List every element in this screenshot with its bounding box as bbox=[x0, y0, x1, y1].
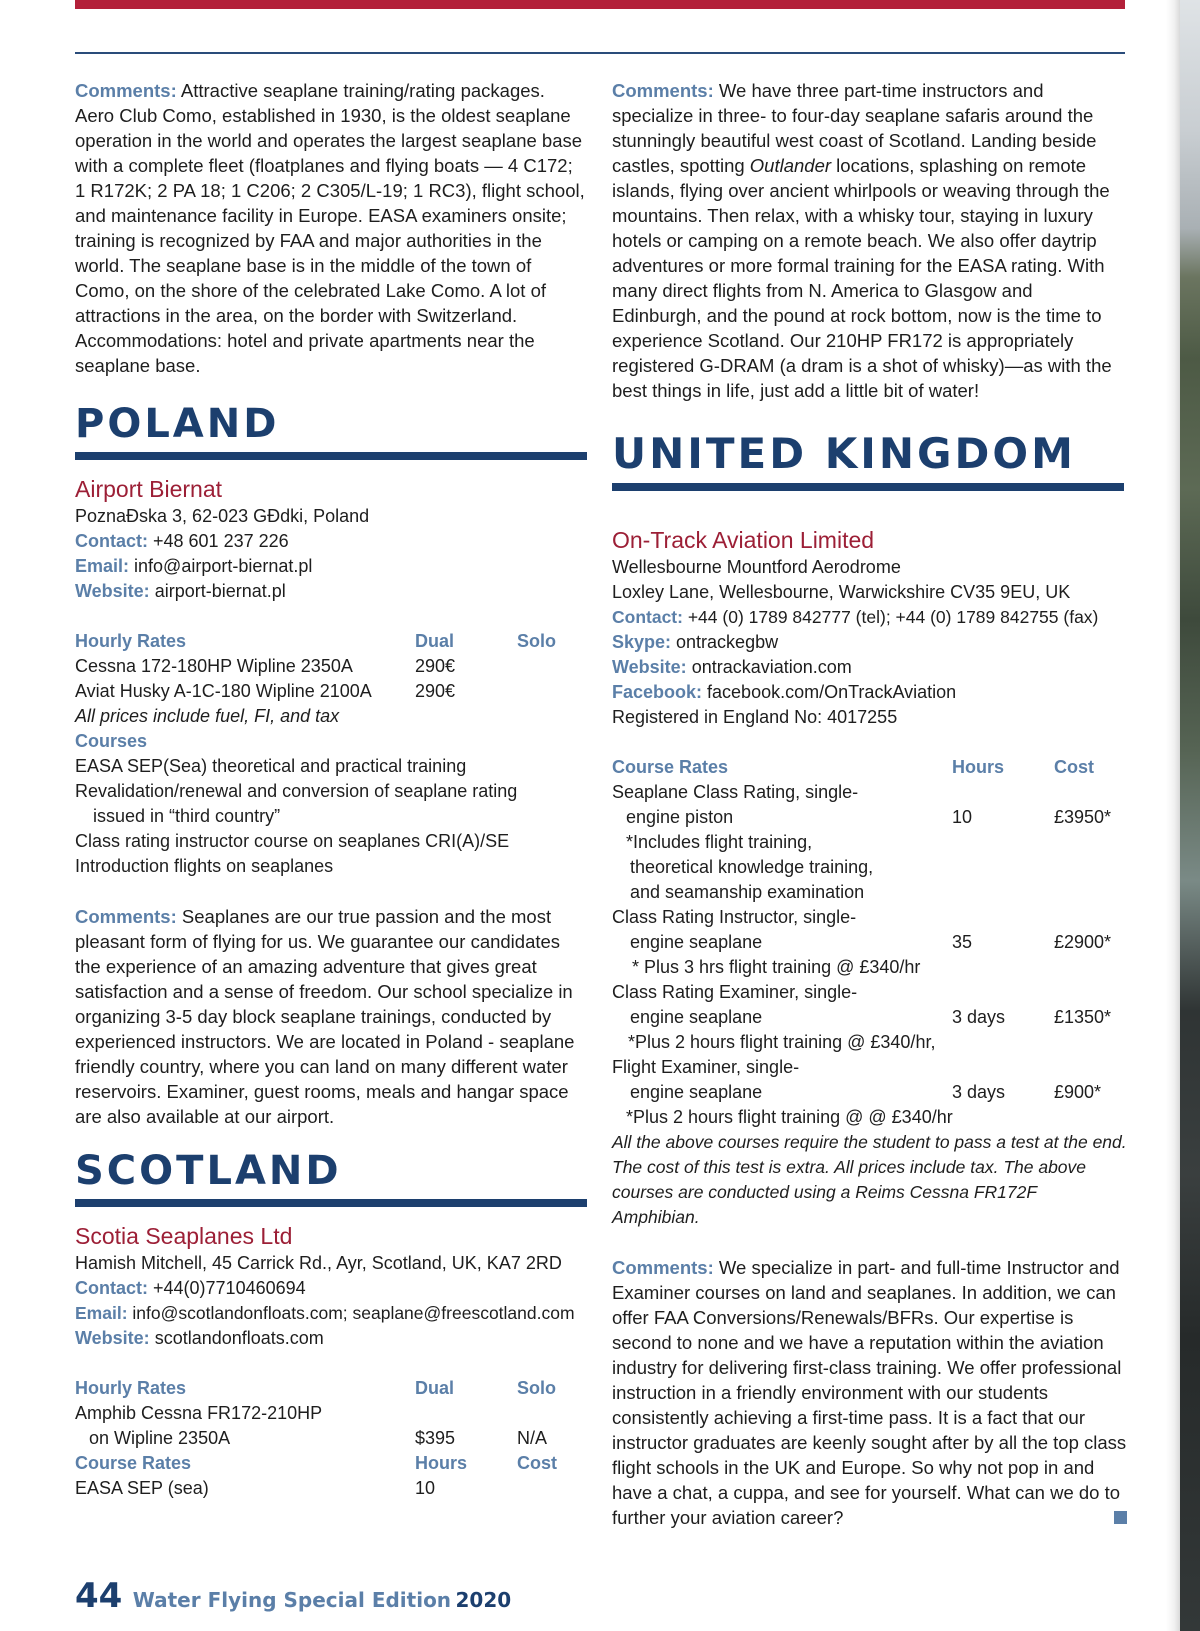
course-cost bbox=[517, 1476, 587, 1501]
heading-rule bbox=[75, 452, 587, 460]
list-item: EASA SEP(Sea) theoretical and practical training bbox=[75, 756, 467, 776]
org-address: Loxley Lane, Wellesbourne, Warwickshire CV35 9EU, UK bbox=[612, 582, 1071, 602]
list-item: Introduction flights on seaplanes bbox=[75, 856, 334, 876]
solo-rate bbox=[517, 654, 587, 679]
email-value: info@scotlandonfloats.com; seaplane@freescotland.com bbox=[127, 1303, 575, 1323]
course-hours: 10 bbox=[415, 1478, 436, 1498]
adjacent-page-photo bbox=[1180, 0, 1200, 1631]
registration-line: Registered in England No: 4017255 bbox=[612, 707, 898, 727]
contact-label: Contact: bbox=[75, 531, 148, 551]
comments-text: Seaplanes are our true passion and the most pleasant form of flying for us. We guarantee our candidates the experience of an amazing adventure that gives great satisfaction and a sense of freedom. Our school specialize in organizing 3-5 day block seaplane trainings, conducted by experienced instructors. We are located in Poland - seaplane friendly country, where you can land on many different water reservoirs. Examiner, guest rooms, meals and hangar space are also available at our airport. bbox=[75, 906, 575, 1127]
facebook-line bbox=[612, 680, 1127, 705]
email-label: Email: bbox=[75, 556, 130, 576]
org-name-scotia-seaplanes: Scotia Seaplanes Ltd bbox=[75, 1223, 293, 1249]
facebook-value: facebook.com/OnTrackAviation bbox=[702, 682, 957, 702]
aircraft-name: Aviat Husky A-1C-180 Wipline 2100A bbox=[75, 681, 372, 701]
poland-hourly-rates-table bbox=[75, 629, 587, 704]
org-address: PoznaĐska 3, 62-023 GĐdki, Poland bbox=[75, 506, 370, 526]
table-row bbox=[612, 1080, 1127, 1105]
table-row bbox=[75, 1401, 587, 1426]
course-cost: £3950* bbox=[1054, 807, 1112, 827]
comments-label: Comments: bbox=[75, 80, 177, 101]
italy-comments bbox=[75, 78, 587, 378]
dual-rate: $395 bbox=[415, 1428, 456, 1448]
course-name-cont: engine piston bbox=[626, 807, 734, 827]
section-united-kingdom bbox=[612, 429, 1127, 1530]
website-label: Website: bbox=[75, 581, 150, 601]
comments-text: Attractive seaplane training/rating packages. Aero Club Como, established in 1930, is the oldest seaplane operation in the world and operates the largest seaplane base with a complete fleet (floatplanes and flying boats — 4 C172; 1 R172K; 2 PA 18; 1 C206; 2 C305/L-19; 1 RC3), flight school, and maintenance facility in Europe. EASA examiners onsite; training is recognized by FAA and major authorities in the world. The seaplane base is in the middle of the town of Como, on the shore of the celebrated Lake Como. A lot of attractions in the area, on the border with Switzerland. Accommodations: hotel and private apartments near the seaplane base. bbox=[75, 80, 585, 376]
table-row bbox=[75, 1476, 587, 1501]
contact-value: +48 601 237 226 bbox=[148, 531, 289, 551]
list-item: Class rating instructor course on seaplanes CRI(A)/SE bbox=[75, 831, 510, 851]
dual-rate: 290€ bbox=[415, 656, 456, 676]
course-rates-header-row bbox=[612, 755, 1127, 780]
list-item: Revalidation/renewal and conversion of seaplane rating bbox=[75, 781, 518, 801]
website-label: Website: bbox=[612, 657, 687, 677]
email-value: info@airport-biernat.pl bbox=[129, 556, 313, 576]
course-note: * Plus 3 hrs flight training @ £340/hr bbox=[632, 957, 921, 977]
rates-header-row bbox=[75, 1376, 587, 1401]
courses-italic-note: All the above courses require the student to pass a test at the end. The cost of this test is extra. All prices include tax. The above courses are conducted using a Reims Cessna FR172F Amphibian. bbox=[612, 1132, 1127, 1227]
contact-line bbox=[612, 605, 1127, 630]
skype-line bbox=[612, 630, 1127, 655]
table-row bbox=[612, 905, 1127, 930]
course-header-cost: Cost bbox=[517, 1453, 557, 1473]
solo-rate bbox=[517, 679, 587, 704]
course-cost: £1350* bbox=[1054, 1007, 1112, 1027]
rates-header-dual: Dual bbox=[415, 631, 455, 651]
section-heading-scotland: SCOTLAND bbox=[75, 1148, 342, 1194]
section-heading-poland: POLAND bbox=[75, 401, 280, 447]
solo-rate: N/A bbox=[517, 1428, 548, 1448]
website-line bbox=[612, 655, 1127, 680]
email-label: Email: bbox=[75, 1303, 128, 1323]
table-row bbox=[612, 1030, 1127, 1055]
comments-text-italic: Outlander bbox=[749, 155, 832, 176]
comments-text: locations, splashing on remote islands, flying over ancient whirlpools or weaving through the mountains. Then relax, with a whisky tour, staying in luxury hotels or camping on a remote beach. We also offer daytrip adventures or more formal training for the EASA rating. With many direct flights from N. America to Glasgow and Edinburgh, and the pound at rock bottom, now is the time to experience Scotland. Our 210HP FR172 is appropriately registered G-DRAM (a dram is a shot of whisky)—as with the best things in life, just add a little bit of water! bbox=[612, 155, 1112, 401]
course-header-name: Course Rates bbox=[612, 757, 729, 777]
skype-label: Skype: bbox=[612, 632, 672, 652]
table-row bbox=[612, 880, 1127, 905]
rates-header-name: Hourly Rates bbox=[75, 631, 187, 651]
org-address: Wellesbourne Mountford Aerodrome bbox=[612, 557, 901, 577]
heading-rule bbox=[75, 1199, 587, 1207]
website-value: airport-biernat.pl bbox=[149, 581, 286, 601]
rates-header-solo: Solo bbox=[517, 631, 556, 651]
website-line bbox=[75, 579, 587, 604]
course-note: *Plus 2 hours flight training @ £340/hr, bbox=[628, 1032, 936, 1052]
rates-header-name: Hourly Rates bbox=[75, 1378, 187, 1398]
course-note: and seamanship examination bbox=[630, 882, 865, 902]
contact-line bbox=[75, 1276, 587, 1301]
table-row bbox=[612, 780, 1127, 805]
course-name: Flight Examiner, single- bbox=[612, 1057, 800, 1077]
dual-rate: 290€ bbox=[415, 681, 456, 701]
website-label: Website: bbox=[75, 1328, 150, 1348]
table-row bbox=[75, 1426, 587, 1451]
table-row bbox=[75, 679, 587, 704]
table-row bbox=[612, 1105, 1127, 1130]
section-scotland bbox=[75, 1147, 587, 1501]
course-note: *Includes flight training, bbox=[626, 832, 813, 852]
course-name: Class Rating Instructor, single- bbox=[612, 907, 857, 927]
course-name-cont: engine seaplane bbox=[630, 932, 763, 952]
org-name-on-track-aviation: On-Track Aviation Limited bbox=[612, 527, 875, 553]
contact-label: Contact: bbox=[75, 1278, 148, 1298]
course-header-cost: Cost bbox=[1054, 757, 1094, 777]
facebook-label: Facebook: bbox=[612, 682, 703, 702]
table-row bbox=[612, 980, 1127, 1005]
aircraft-name-cont: on Wipline 2350A bbox=[89, 1428, 231, 1448]
rates-header-dual: Dual bbox=[415, 1378, 455, 1398]
courses-label: Courses bbox=[75, 731, 148, 751]
course-hours: 3 days bbox=[952, 1082, 1006, 1102]
rates-header-row bbox=[75, 629, 587, 654]
rates-note: All prices include fuel, FI, and tax bbox=[75, 706, 340, 726]
table-row bbox=[75, 654, 587, 679]
list-item: issued in “third country” bbox=[93, 806, 281, 826]
email-line bbox=[75, 554, 587, 579]
course-note: *Plus 2 hours flight training @ @ £340/hr bbox=[626, 1107, 953, 1127]
comments-text: We have three part-time instructors and specialize in three- to four-day seaplane safaris around the stunningly beautiful west coast of Scotland. Landing beside castles, spotting bbox=[612, 80, 1097, 176]
uk-course-rates-table bbox=[612, 755, 1127, 1130]
course-hours: 10 bbox=[952, 807, 973, 827]
course-cost: £2900* bbox=[1054, 932, 1112, 952]
contact-label: Contact: bbox=[612, 607, 683, 627]
website-value: ontrackaviation.com bbox=[686, 657, 852, 677]
course-name-cont: engine seaplane bbox=[630, 1082, 763, 1102]
table-row bbox=[612, 1055, 1127, 1080]
course-name: Class Rating Examiner, single- bbox=[612, 982, 858, 1002]
right-column bbox=[612, 78, 1127, 1530]
org-address: Hamish Mitchell, 45 Carrick Rd., Ayr, Scotland, UK, KA7 2RD bbox=[75, 1253, 562, 1273]
section-heading-united-kingdom: UNITED KINGDOM bbox=[612, 429, 1076, 478]
course-header-hours: Hours bbox=[952, 757, 1005, 777]
course-name: EASA SEP (sea) bbox=[75, 1478, 209, 1498]
end-of-article-mark bbox=[1114, 1511, 1127, 1524]
uk-comments-block bbox=[612, 1255, 1127, 1530]
contact-value: +44(0)7710460694 bbox=[148, 1278, 306, 1298]
table-row bbox=[612, 830, 1127, 855]
table-row bbox=[612, 1005, 1127, 1030]
comments-label: Comments: bbox=[75, 906, 177, 927]
course-note: theoretical knowledge training, bbox=[630, 857, 874, 877]
page-edge-shadow bbox=[1166, 0, 1180, 1631]
comments-text: We specialize in part- and full-time Instructor and Examiner courses on land and seaplanes. In addition, we can offer FAA Conversions/Renewals/BFRs. Our expertise is second to none and we have a reputation within the aviation industry for delivering first-class training. We offer professional instruction in a friendly environment with our students consistently achieving a first-time pass. It is a fact that our instructor graduates are keenly sought after by all the top class flight schools in the UK and Europe. So why not pop in and have a chat, a cuppa, and see for yourself. What can we do to further your aviation career? bbox=[612, 1257, 1127, 1528]
page-footer bbox=[75, 1576, 511, 1620]
contact-value: +44 (0) 1789 842777 (tel); +44 (0) 1789 842755 (fax) bbox=[682, 607, 1099, 627]
magazine-name: Water Flying Special Edition bbox=[132, 1588, 452, 1612]
contact-line bbox=[75, 529, 587, 554]
top-accent-bar bbox=[75, 0, 1125, 9]
table-row bbox=[612, 805, 1127, 830]
aircraft-name: Amphib Cessna FR172-210HP bbox=[75, 1403, 323, 1423]
course-name: Seaplane Class Rating, single- bbox=[612, 782, 859, 802]
course-cost: £900* bbox=[1054, 1082, 1102, 1102]
aircraft-name: Cessna 172-180HP Wipline 2350A bbox=[75, 656, 353, 676]
top-divider bbox=[75, 52, 1125, 54]
table-row bbox=[612, 955, 1127, 980]
scotland-comments bbox=[612, 78, 1127, 403]
website-line bbox=[75, 1326, 587, 1351]
scotland-rates-table bbox=[75, 1376, 587, 1501]
table-row bbox=[612, 855, 1127, 880]
course-header-name: Course Rates bbox=[75, 1453, 192, 1473]
page-number: 44 bbox=[75, 1576, 123, 1616]
comments-label: Comments: bbox=[612, 80, 714, 101]
website-value: scotlandonfloats.com bbox=[149, 1328, 324, 1348]
course-rates-header-row bbox=[75, 1451, 587, 1476]
course-hours: 35 bbox=[952, 932, 973, 952]
course-header-hours: Hours bbox=[415, 1453, 468, 1473]
course-name-cont: engine seaplane bbox=[630, 1007, 763, 1027]
comments-label: Comments: bbox=[612, 1257, 714, 1278]
section-poland bbox=[75, 400, 587, 1129]
course-hours: 3 days bbox=[952, 1007, 1006, 1027]
left-column bbox=[75, 78, 587, 1501]
heading-rule bbox=[612, 483, 1124, 491]
table-row bbox=[612, 930, 1127, 955]
rates-header-solo: Solo bbox=[517, 1378, 556, 1398]
skype-value: ontrackegbw bbox=[671, 632, 779, 652]
magazine-year: 2020 bbox=[455, 1588, 512, 1612]
org-name-airport-biernat: Airport Biernat bbox=[75, 476, 223, 502]
email-line bbox=[75, 1301, 587, 1326]
poland-comments bbox=[75, 904, 587, 1129]
uk-comments bbox=[612, 1255, 1127, 1530]
